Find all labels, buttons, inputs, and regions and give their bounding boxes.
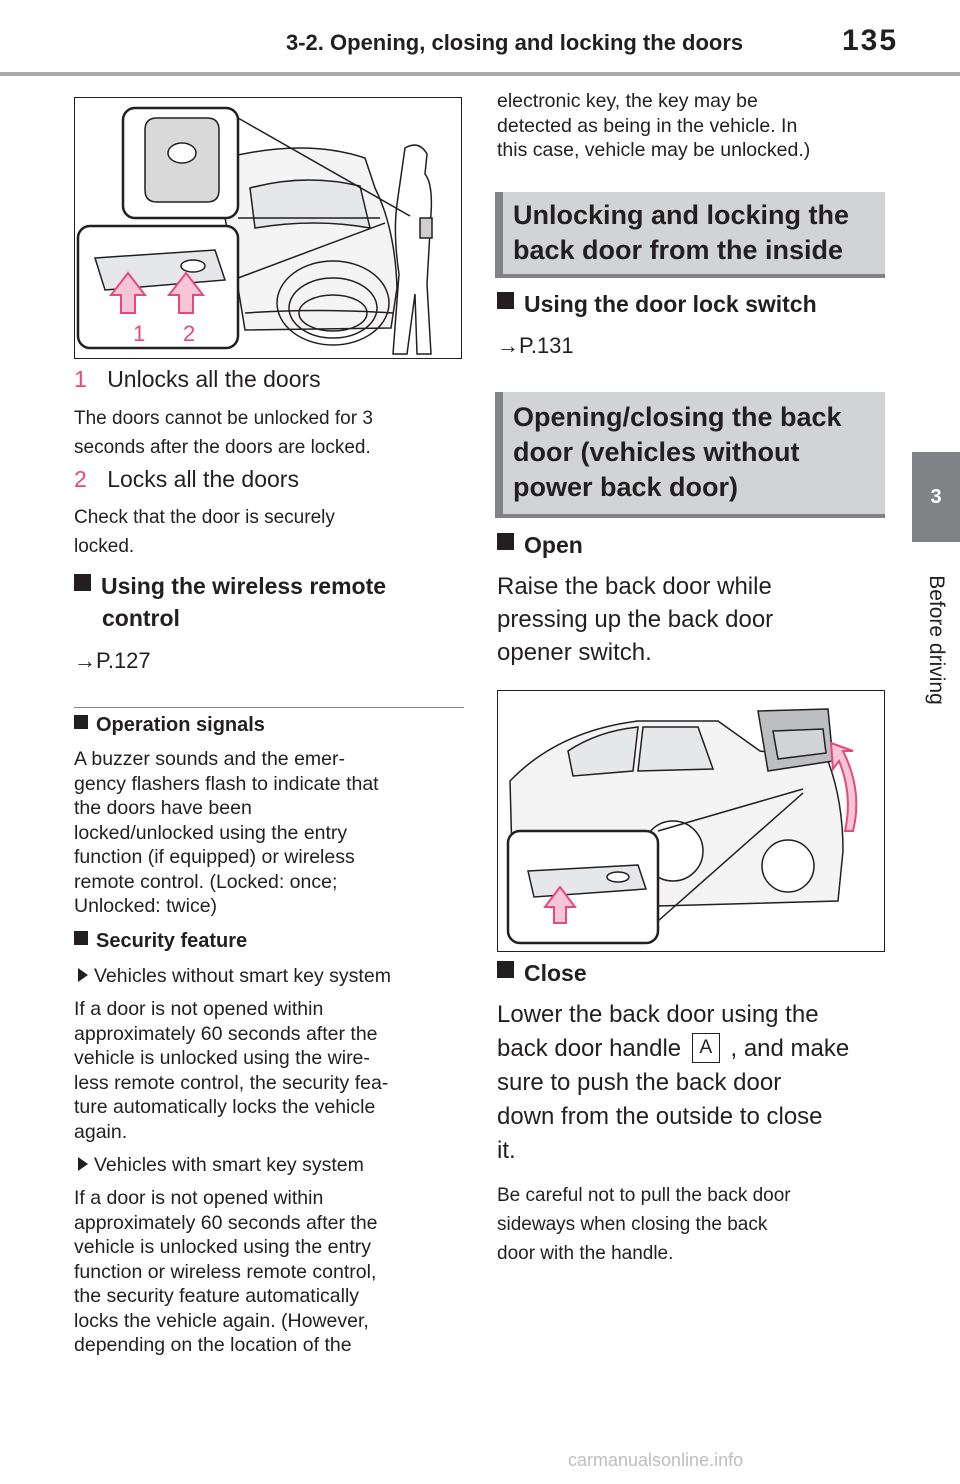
section-heading-opening-closing bbox=[495, 392, 885, 518]
chapter-tab bbox=[912, 452, 960, 542]
header-rule bbox=[0, 72, 960, 76]
note-line: seconds after the doors are locked. bbox=[74, 437, 371, 458]
text-line: the security feature automatically bbox=[74, 1285, 360, 1307]
bullet-with-smart-key bbox=[78, 1153, 364, 1178]
operation-signals-heading bbox=[74, 714, 265, 737]
ref-page: P.127 bbox=[96, 648, 151, 673]
figure-label-1: 1 bbox=[133, 321, 146, 346]
text-line: remote control. (Locked: once; bbox=[74, 870, 338, 893]
close-heading bbox=[497, 957, 587, 989]
text-line: Raise the back door while bbox=[497, 573, 772, 600]
square-bullet-icon bbox=[497, 961, 514, 978]
figure-illustration bbox=[75, 98, 461, 358]
section-line: power back door) bbox=[513, 472, 739, 502]
note-line: locked. bbox=[74, 536, 135, 557]
callout-label-a: A bbox=[692, 1033, 720, 1063]
step-2-number: 2 bbox=[74, 466, 87, 492]
step-1-note bbox=[74, 404, 373, 462]
text-line: electronic key, the key may be bbox=[497, 90, 758, 112]
square-bullet-icon bbox=[497, 533, 514, 550]
step-2-text: Locks all the doors bbox=[107, 466, 299, 492]
security-feature-heading bbox=[74, 930, 247, 953]
figure-key-back-door bbox=[74, 97, 462, 359]
heading-line: Using the wireless remote bbox=[101, 573, 387, 599]
heading-text: Close bbox=[524, 960, 587, 986]
chapter-number: 3 bbox=[930, 485, 942, 508]
heading-text: Using the door lock switch bbox=[524, 291, 817, 317]
text-line: this case, vehicle may be unlocked.) bbox=[497, 139, 811, 161]
note-line: door with the handle. bbox=[497, 1243, 674, 1264]
close-text bbox=[497, 998, 849, 1168]
open-heading bbox=[497, 529, 583, 561]
text-line: locked/unlocked using the entry bbox=[74, 821, 348, 844]
square-bullet-icon bbox=[74, 931, 88, 945]
arrow-right-icon: → bbox=[497, 333, 519, 358]
text-segment: , and make bbox=[730, 1035, 850, 1062]
section-heading-unlocking-inside bbox=[495, 192, 885, 278]
text-line: approximately 60 seconds after the bbox=[74, 1211, 378, 1234]
text-segment: back door handle bbox=[497, 1035, 682, 1062]
arrow-right-icon: → bbox=[74, 648, 96, 673]
step-1 bbox=[74, 366, 321, 393]
text-line: function or wireless remote control, bbox=[74, 1260, 377, 1283]
wireless-remote-heading bbox=[74, 570, 386, 634]
text-line: detected as being in the vehicle. In bbox=[497, 114, 798, 137]
chapter-label: Before driving bbox=[925, 575, 948, 705]
watermark: carmanualsonline.info bbox=[568, 1450, 744, 1470]
text-line: vehicle is unlocked using the entry bbox=[74, 1236, 372, 1258]
text-line: down from the outside to close bbox=[497, 1103, 823, 1130]
figure-back-door-opener bbox=[497, 690, 885, 952]
square-bullet-icon bbox=[497, 292, 514, 309]
step-1-number: 1 bbox=[74, 366, 87, 392]
section-divider bbox=[74, 707, 464, 708]
text-line: depending on the location of the bbox=[74, 1334, 352, 1356]
close-note bbox=[497, 1181, 791, 1268]
operation-signals-text bbox=[74, 747, 379, 919]
step-1-text: Unlocks all the doors bbox=[107, 366, 321, 392]
square-bullet-icon bbox=[74, 574, 91, 591]
text-line: the doors have been bbox=[74, 797, 252, 819]
section-line: Unlocking and locking the bbox=[513, 200, 850, 230]
bullet-without-smart-key bbox=[78, 964, 391, 989]
security-para-2 bbox=[74, 1186, 378, 1358]
text-line: locks the vehicle again. (However, bbox=[74, 1309, 369, 1332]
note-line: Check that the door is securely bbox=[74, 507, 335, 528]
section-line: Opening/closing the back bbox=[513, 402, 842, 432]
open-text bbox=[497, 570, 773, 669]
ref-page: P.131 bbox=[519, 333, 574, 358]
wireless-ref-link[interactable] bbox=[74, 648, 151, 674]
heading-text: Open bbox=[524, 532, 583, 558]
text-line: function (if equipped) or wireless bbox=[74, 846, 355, 868]
heading-text: Operation signals bbox=[96, 714, 265, 736]
security-para-1 bbox=[74, 997, 388, 1144]
text-line: again. bbox=[74, 1120, 128, 1143]
square-bullet-icon bbox=[74, 715, 88, 729]
text-line: approximately 60 seconds after the bbox=[74, 1022, 378, 1045]
text-line: less remote control, the security fea- bbox=[74, 1071, 389, 1094]
text-line: If a door is not opened within bbox=[74, 1187, 324, 1209]
note-line: The doors cannot be unlocked for 3 bbox=[74, 408, 373, 429]
text-line: Unlocked: twice) bbox=[74, 895, 218, 917]
note-line: Be careful not to pull the back door bbox=[497, 1185, 791, 1206]
text-line: sure to push the back door bbox=[497, 1069, 782, 1096]
text-line: gency flashers flash to indicate that bbox=[74, 772, 379, 795]
bullet-text: Vehicles with smart key system bbox=[94, 1154, 364, 1176]
step-2-note bbox=[74, 503, 335, 561]
text-line: it. bbox=[497, 1137, 516, 1164]
text-line: pressing up the back door bbox=[497, 606, 774, 633]
door-lock-switch-heading bbox=[497, 288, 817, 320]
chapter-side-label bbox=[918, 560, 954, 720]
bullet-text: Vehicles without smart key system bbox=[94, 965, 391, 987]
text-line: Lower the back door using the bbox=[497, 1001, 819, 1028]
figure-label-2: 2 bbox=[183, 321, 196, 346]
text-line: ture automatically locks the vehicle bbox=[74, 1096, 376, 1118]
page-number: 135 bbox=[842, 24, 899, 57]
triangle-bullet-icon bbox=[78, 968, 88, 982]
heading-line: control bbox=[102, 605, 180, 631]
text-line: A buzzer sounds and the emer- bbox=[74, 748, 345, 770]
continued-text bbox=[497, 89, 810, 163]
door-lock-ref-link[interactable] bbox=[497, 333, 574, 359]
text-line: If a door is not opened within bbox=[74, 998, 324, 1020]
section-line: back door from the inside bbox=[513, 235, 844, 265]
triangle-bullet-icon bbox=[78, 1157, 88, 1171]
figure-illustration bbox=[498, 691, 884, 951]
note-line: sideways when closing the back bbox=[497, 1214, 768, 1235]
section-line: door (vehicles without bbox=[513, 437, 800, 467]
text-line: vehicle is unlocked using the wire- bbox=[74, 1047, 370, 1069]
heading-text: Security feature bbox=[96, 930, 248, 952]
running-header-title: 3-2. Opening, closing and locking the doors bbox=[286, 30, 744, 55]
step-2 bbox=[74, 466, 299, 493]
text-line: opener switch. bbox=[497, 639, 652, 666]
